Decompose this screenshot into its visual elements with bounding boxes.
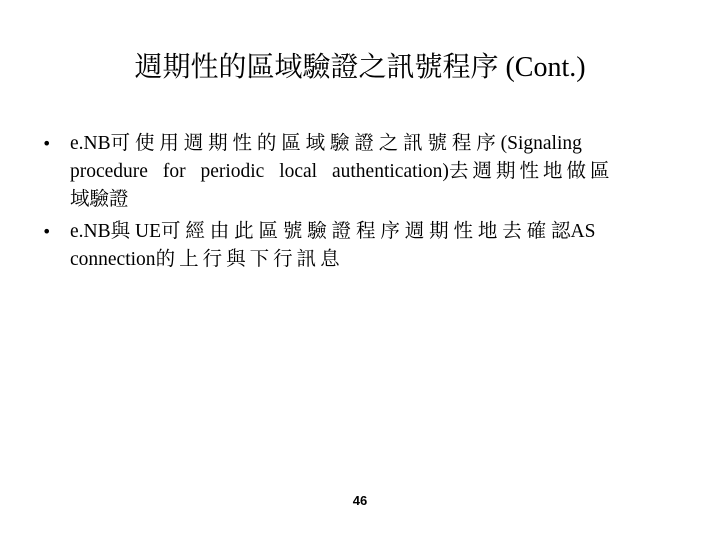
bullet-1-line-1-part-b: 可 使 用 週 期 性 的 區 域 驗 證 之 訊 號 程 序: [110, 133, 496, 154]
bullet-2-line-1-part-b: 與: [110, 221, 131, 242]
bullet-item-1: [42, 130, 682, 214]
bullet-1-line-1-part-a: e.NB: [70, 133, 111, 154]
bullet-2-line-1: [70, 218, 682, 246]
bullet-1-line-2: [70, 158, 682, 186]
bullet-1-line-3-part-a: 域驗證: [70, 189, 129, 210]
bullet-1-line-3: [70, 186, 682, 214]
bullet-1-line-2-part-a: procedure for periodic local authentication): [70, 161, 449, 182]
bullet-item-2: [42, 218, 682, 274]
bullet-2-line-1-part-a: e.NB: [70, 221, 111, 242]
bullet-2-line-2: [70, 246, 682, 274]
slide-title: 週期性的區域驗證之訊號程序 (Cont.): [134, 52, 586, 83]
bullet-1-line-1: [70, 130, 682, 158]
bullet-1-line-1-part-c: (Signaling: [495, 133, 582, 154]
bullet-2-line-1-part-e: AS: [570, 221, 596, 242]
page-number: 46: [352, 493, 368, 508]
bullet-1-line-2-part-b: 去週期性地做區: [448, 161, 614, 182]
bullet-2-line-1-part-c: UE: [130, 221, 162, 242]
bullet-2-line-1-part-d: 可 經 由 此 區 號 驗 證 程 序 週 期 性 地 去 確 認: [161, 221, 571, 242]
bullet-dot-icon: •: [42, 222, 52, 241]
bullet-2-line-2-part-b: 的上行與下行訊息: [155, 249, 344, 270]
bullet-list: [42, 130, 682, 278]
bullet-dot-icon: •: [42, 134, 52, 153]
bullet-2-line-2-part-a: connection: [70, 249, 156, 270]
